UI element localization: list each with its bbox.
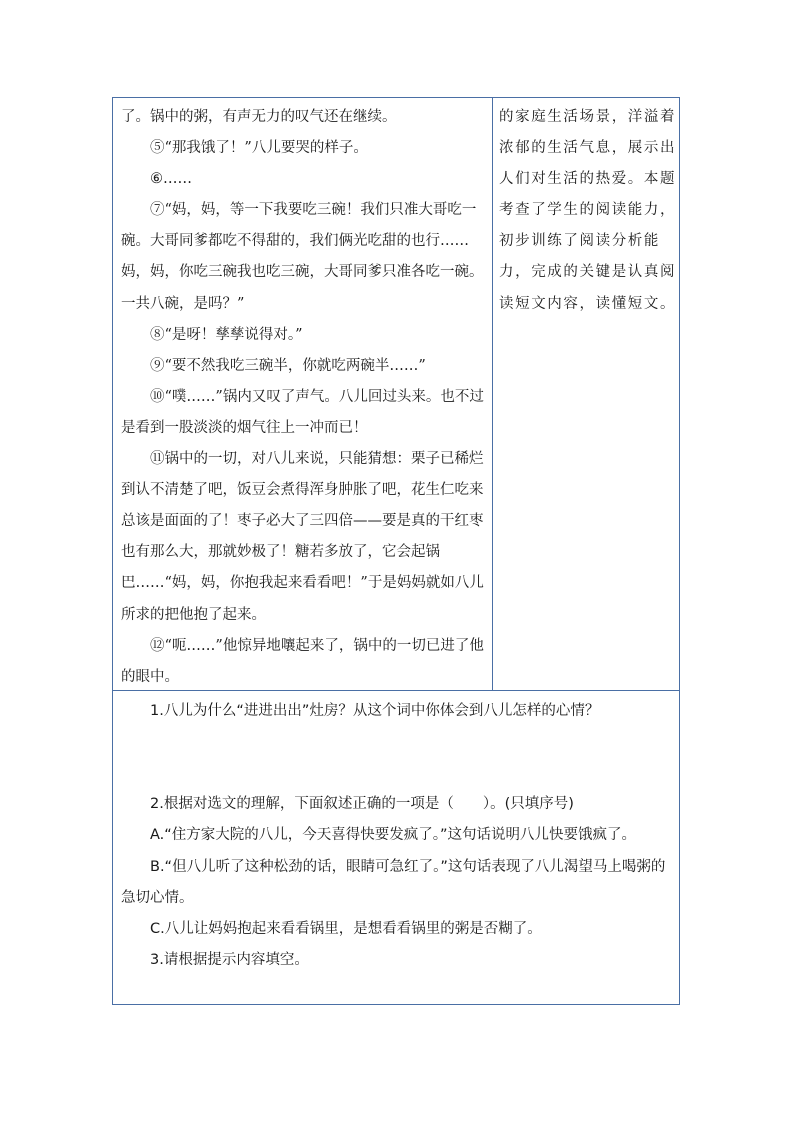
paragraph-8: ⑧“是呀！孳孳说得对。” bbox=[150, 326, 303, 343]
analysis-cell bbox=[499, 102, 677, 320]
option-b: B.“但八儿听了这种松劲的话，眼睛可急红了。”这句话表现了八儿渴望马上喝粥的急切心情。 bbox=[121, 858, 666, 906]
analysis-text: 的家庭生活场景，洋溢着浓郁的生活气息，展示出人们对生活的热爱。本题考查了学生的阅读能力，初步训练了阅读分析能力，完成的关键是认真阅读短文内容，读懂短文。 bbox=[499, 109, 677, 312]
question-2: 2.根据对选文的理解，下面叙述正确的一项是（ ）。(只填序号) bbox=[150, 796, 574, 813]
question-table bbox=[112, 97, 680, 1005]
option-a: A.“住方家大院的八儿，今天喜得快要发疯了。”这句话说明八儿快要饿疯了。 bbox=[150, 827, 637, 844]
paragraph-5: ⑤“那我饿了！”八儿要哭的样子。 bbox=[150, 140, 368, 157]
question-1: 1.八儿为什么“进进出出”灶房？从这个词中你体会到八儿怎样的心情？ bbox=[150, 703, 600, 719]
questions-cell bbox=[121, 696, 677, 976]
option-c: C.八儿让妈妈抱起来看看锅里，是想看看锅里的粥是否糊了。 bbox=[150, 921, 542, 938]
paragraph-10: ⑩“噗……”锅内又叹了声气。八儿回过头来。也不过是看到一股淡淡的烟气往上一冲而已！ bbox=[121, 388, 484, 436]
column-divider bbox=[492, 98, 493, 690]
passage-cell bbox=[121, 102, 489, 693]
passage-line: 了。锅中的粥，有声无力的叹气还在继续。 bbox=[121, 109, 397, 125]
paragraph-6: ⑥…… bbox=[150, 171, 192, 188]
paragraph-11: ⑪锅中的一切，对八儿来说，只能猜想：栗子已稀烂到认不清楚了吧，饭豆会煮得浑身肿胀了吧，花生仁吃来总该是面面的了！枣子必大了三四倍——要是真的干红枣也有那么大，那就妙极了！糖若多放了，它会起锅巴……“妈，妈，你抱我起来看看吧！”于是妈妈就如八儿所求的把他抱了起来。 bbox=[121, 451, 484, 623]
paragraph-12: ⑫“呃……”他惊异地嚷起来了，锅中的一切已进了他的眼中。 bbox=[121, 637, 484, 685]
paragraph-9: ⑨“要不然我吃三碗半，你就吃两碗半……” bbox=[150, 357, 426, 374]
question-3: 3.请根据提示内容填空。 bbox=[150, 952, 309, 969]
answer-space bbox=[121, 727, 677, 789]
paragraph-7: ⑦“妈，妈，等一下我要吃三碗！我们只准大哥吃一碗。大哥同爹都吃不得甜的，我们俩光吃甜的也行……妈，妈，你吃三碗我也吃三碗，大哥同爹只准各吃一碗。一共八碗，是吗？” bbox=[121, 202, 484, 312]
